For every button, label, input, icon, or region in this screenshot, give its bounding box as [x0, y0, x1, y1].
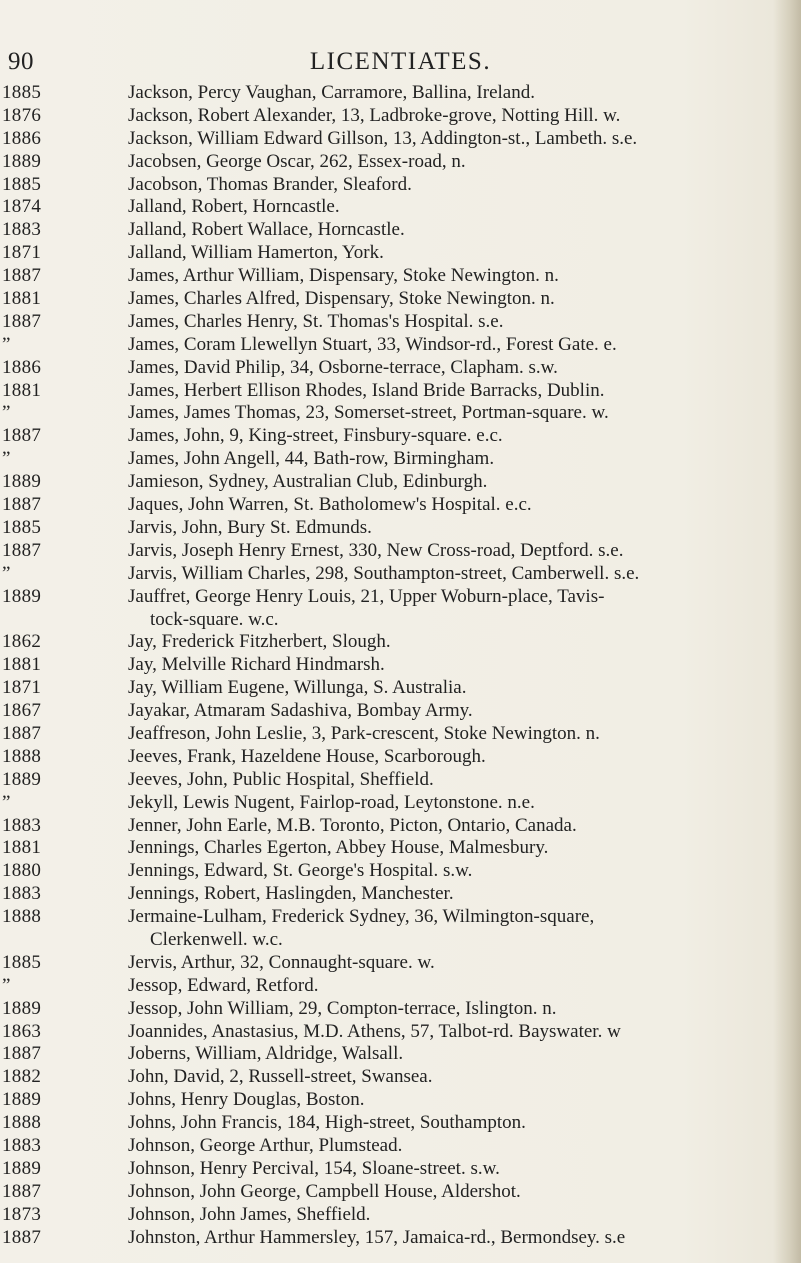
- register-entry: [0, 998, 801, 1021]
- register-entry: [0, 517, 801, 540]
- entry-line: Johnston, Arthur Hammersley, 157, Jamaica-rd., Bermondsey. s.e: [128, 1226, 626, 1248]
- entry-year: 1887: [2, 539, 42, 561]
- register-entry: [0, 494, 801, 517]
- entry-year: 1889: [2, 471, 42, 493]
- register-entry: [0, 792, 801, 815]
- entry-text: [128, 1043, 771, 1066]
- register-entry: [0, 1112, 801, 1135]
- entry-line: Jarvis, Joseph Henry Ernest, 330, New Cross-road, Deptford. s.e.: [128, 539, 624, 561]
- entry-text: [128, 425, 771, 448]
- entry-text: [128, 1112, 771, 1135]
- entry-year: 1888: [2, 1112, 42, 1134]
- entry-line: Jacobson, Thomas Brander, Sleaford.: [128, 173, 412, 195]
- entry-line: Jackson, Percy Vaughan, Carramore, Ballina, Ireland.: [128, 82, 535, 103]
- register-entry: [0, 815, 801, 838]
- entry-year: 1885: [2, 951, 42, 973]
- entry-year: 1887: [2, 722, 42, 744]
- register-entry: [0, 174, 801, 197]
- entry-text: [128, 563, 771, 586]
- entry-text: [128, 860, 771, 883]
- entry-text: [128, 128, 771, 151]
- register-entry: [0, 952, 801, 975]
- entry-text: [128, 746, 771, 769]
- entry-text: [128, 1204, 771, 1227]
- register-entry: [0, 631, 801, 654]
- entry-year: 1883: [2, 814, 42, 836]
- entry-year: 1889: [2, 768, 42, 790]
- register-entry: [0, 1043, 801, 1066]
- register-entry: [0, 311, 801, 334]
- register-entry: [0, 723, 801, 746]
- entry-line: Jennings, Robert, Haslingden, Manchester.: [128, 883, 454, 905]
- entry-line: Jayakar, Atmaram Sadashiva, Bombay Army.: [128, 700, 473, 722]
- entry-year: 1887: [2, 310, 42, 332]
- entry-line: Jessop, John William, 29, Compton-terrace, Islington. n.: [128, 997, 557, 1019]
- entry-text: [128, 174, 771, 197]
- entry-line: John, David, 2, Russell-street, Swansea.: [128, 1066, 433, 1088]
- entry-text: [128, 677, 771, 700]
- register-entry: [0, 196, 801, 219]
- entry-year: 1871: [2, 677, 42, 699]
- entry-text: [128, 769, 771, 792]
- entry-line: Jarvis, William Charles, 298, Southampton-street, Camberwell. s.e.: [128, 562, 640, 584]
- entry-line: Jeeves, Frank, Hazeldene House, Scarborough.: [128, 745, 486, 767]
- entry-text: [128, 906, 771, 952]
- entry-text: [128, 334, 771, 357]
- entry-line: James, Coram Llewellyn Stuart, 33, Windsor-rd., Forest Gate. e.: [128, 333, 617, 355]
- entry-year: 1887: [2, 494, 42, 516]
- entry-year: 1883: [2, 883, 42, 905]
- entry-line: Johnson, John George, Campbell House, Aldershot.: [128, 1180, 521, 1202]
- entry-text: [128, 402, 771, 425]
- entry-text: [128, 792, 771, 815]
- entry-line: James, John Angell, 44, Bath-row, Birmingham.: [128, 448, 495, 470]
- entry-year: 1887: [2, 1180, 42, 1202]
- entry-line: Jay, Frederick Fitzherbert, Slough.: [128, 631, 391, 653]
- register-entry: [0, 540, 801, 563]
- entry-text: [128, 288, 771, 311]
- entry-year: 1880: [2, 860, 42, 882]
- entry-line: James, Charles Alfred, Dispensary, Stoke Newington. n.: [128, 288, 555, 310]
- entry-year: 1862: [2, 631, 42, 653]
- page-edge-shadow: [773, 0, 801, 1263]
- register-entry: [0, 1066, 801, 1089]
- entry-year: 1876: [2, 104, 42, 126]
- entry-line: Jarvis, John, Bury St. Edmunds.: [128, 516, 372, 538]
- register-entry: [0, 769, 801, 792]
- entry-text: [128, 448, 771, 471]
- entry-text: [128, 815, 771, 838]
- entry-text: [128, 883, 771, 906]
- entry-year: 1889: [2, 1089, 42, 1111]
- entry-line: Jackson, Robert Alexander, 13, Ladbroke-grove, Notting Hill. w.: [128, 104, 621, 126]
- entry-year: 1887: [2, 425, 42, 447]
- entry-text: [128, 1021, 771, 1044]
- entry-year: 1889: [2, 1157, 42, 1179]
- register-entry: [0, 357, 801, 380]
- register-entry: [0, 906, 801, 952]
- entry-year: 1888: [2, 745, 42, 767]
- entry-line: Jaques, John Warren, St. Batholomew's Hospital. e.c.: [128, 494, 532, 516]
- entry-text: [128, 219, 771, 242]
- running-head: LICENTIATES.: [309, 48, 492, 75]
- entry-text: [128, 723, 771, 746]
- entry-line: Jennings, Charles Egerton, Abbey House, Malmesbury.: [128, 837, 549, 859]
- register-entry: [0, 105, 801, 128]
- register-entry: [0, 402, 801, 425]
- entry-text: [128, 631, 771, 654]
- entry-line: James, Herbert Ellison Rhodes, Island Bride Barracks, Dublin.: [128, 379, 605, 401]
- register-entry: [0, 380, 801, 403]
- entry-year: 1881: [2, 837, 42, 859]
- entry-year: 1889: [2, 997, 42, 1019]
- entry-text: [128, 265, 771, 288]
- entry-year: 1886: [2, 356, 42, 378]
- entry-text: [128, 1227, 771, 1250]
- entry-year: 1871: [2, 242, 42, 264]
- entry-text: [128, 380, 771, 403]
- register-entry: [0, 677, 801, 700]
- entry-line: Jennings, Edward, St. George's Hospital. s.w.: [128, 860, 473, 882]
- entry-year: 1889: [2, 150, 42, 172]
- entry-line: James, John, 9, King-street, Finsbury-square. e.c.: [128, 425, 503, 447]
- entry-text: [128, 82, 771, 105]
- entry-year: 1887: [2, 1043, 42, 1065]
- entry-line: Jamieson, Sydney, Australian Club, Edinburgh.: [128, 471, 488, 493]
- entry-year: ”: [2, 448, 11, 470]
- entry-line: Johnson, George Arthur, Plumstead.: [128, 1135, 403, 1156]
- entry-text: [128, 837, 771, 860]
- entry-year: 1885: [2, 173, 42, 195]
- entry-text: [128, 586, 771, 632]
- entry-line: Jeeves, John, Public Hospital, Sheffield.: [128, 768, 434, 790]
- entry-text: [128, 357, 771, 380]
- register-entry: [0, 448, 801, 471]
- register-entry: [0, 151, 801, 174]
- entry-line: Jessop, Edward, Retford.: [128, 974, 319, 996]
- entry-year: 1888: [2, 906, 42, 928]
- entry-text: [128, 975, 771, 998]
- entry-line: Joberns, William, Aldridge, Walsall.: [128, 1043, 404, 1065]
- register-entry: [0, 883, 801, 906]
- register-entry: [0, 1181, 801, 1204]
- entry-year: 1886: [2, 127, 42, 149]
- entry-text: [128, 1158, 771, 1181]
- register-entry: [0, 265, 801, 288]
- register-entry: [0, 700, 801, 723]
- entry-text: [128, 1135, 771, 1158]
- register-entry: [0, 586, 801, 632]
- entry-text: [128, 471, 771, 494]
- page-number: 90: [8, 48, 34, 75]
- register-entry: [0, 654, 801, 677]
- entry-text: [128, 196, 771, 219]
- register-entry: [0, 1204, 801, 1227]
- entry-year: 1874: [2, 196, 42, 218]
- entry-line: Jenner, John Earle, M.B. Toronto, Picton, Ontario, Canada.: [128, 814, 577, 836]
- entry-line: James, Charles Henry, St. Thomas's Hospital. s.e.: [128, 310, 504, 332]
- entry-text: [128, 1089, 771, 1112]
- entry-text: [128, 952, 771, 975]
- register-entry: [0, 975, 801, 998]
- entry-text: [128, 700, 771, 723]
- entry-line: Jalland, William Hamerton, York.: [128, 242, 384, 264]
- entry-year: 1881: [2, 379, 42, 401]
- entry-text: [128, 242, 771, 265]
- entry-year: 1881: [2, 654, 42, 676]
- entry-line: James, David Philip, 34, Osborne-terrace, Clapham. s.w.: [128, 356, 558, 378]
- entry-year: 1873: [2, 1203, 42, 1225]
- entry-line: Jekyll, Lewis Nugent, Fairlop-road, Leytonstone. n.e.: [128, 791, 535, 813]
- register-entry: [0, 471, 801, 494]
- entry-line: Jay, William Eugene, Willunga, S. Australia.: [128, 677, 467, 699]
- entry-line: Johns, John Francis, 184, High-street, Southampton.: [128, 1112, 526, 1134]
- entry-year: ”: [2, 333, 11, 355]
- entry-year: 1883: [2, 219, 42, 241]
- register-entry: [0, 1135, 801, 1158]
- register-entry: [0, 1158, 801, 1181]
- entry-continuation: Clerkenwell. w.c.: [150, 928, 283, 950]
- entry-year: 1867: [2, 700, 42, 722]
- entry-text: [128, 654, 771, 677]
- entry-year: 1887: [2, 1226, 42, 1248]
- entry-text: [128, 540, 771, 563]
- entry-year: 1882: [2, 1066, 42, 1088]
- register-entry: [0, 242, 801, 265]
- entry-line: Johnson, John James, Sheffield.: [128, 1203, 371, 1225]
- entry-line: James, James Thomas, 23, Somerset-street, Portman-square. w.: [128, 402, 609, 424]
- entry-line: Jermaine-Lulham, Frederick Sydney, 36, Wilmington-square,: [128, 906, 595, 928]
- entry-text: [128, 494, 771, 517]
- register-entry: [0, 288, 801, 311]
- register-entry: [0, 1021, 801, 1044]
- register-entry: [0, 1089, 801, 1112]
- entry-year: 1889: [2, 585, 42, 607]
- entry-text: [128, 105, 771, 128]
- register-entry: [0, 334, 801, 357]
- entry-line: Jacobsen, George Oscar, 262, Essex-road, n.: [128, 150, 466, 172]
- entry-year: 1885: [2, 516, 42, 538]
- entry-line: Jackson, William Edward Gillson, 13, Addington-st., Lambeth. s.e.: [128, 127, 638, 149]
- entry-continuation: tock-square. w.c.: [150, 608, 279, 630]
- entry-line: Jervis, Arthur, 32, Connaught-square. w.: [128, 951, 435, 973]
- entry-year: ”: [2, 974, 11, 996]
- entry-year: ”: [2, 402, 11, 424]
- entry-line: Johnson, Henry Percival, 154, Sloane-street. s.w.: [128, 1157, 500, 1179]
- register-entry: [0, 82, 801, 105]
- entry-year: ”: [2, 562, 11, 584]
- register-entry: [0, 860, 801, 883]
- entry-line: Jeaffreson, John Leslie, 3, Park-crescent, Stoke Newington. n.: [128, 722, 600, 744]
- entry-line: Jalland, Robert Wallace, Horncastle.: [128, 219, 405, 241]
- entry-line: Joannides, Anastasius, M.D. Athens, 57, Talbot-rd. Bayswater. w: [128, 1020, 621, 1042]
- entry-line: Jauffret, George Henry Louis, 21, Upper Woburn-place, Tavis-: [128, 585, 605, 607]
- entry-text: [128, 151, 771, 174]
- entry-year: 1885: [2, 82, 42, 103]
- entry-year: 1863: [2, 1020, 42, 1042]
- register-entry: [0, 1227, 801, 1250]
- register-entry: [0, 563, 801, 586]
- entry-line: Jay, Melville Richard Hindmarsh.: [128, 654, 385, 676]
- entry-year: 1883: [2, 1135, 42, 1156]
- entry-year: 1887: [2, 265, 42, 287]
- entry-text: [128, 517, 771, 540]
- register-entry: [0, 837, 801, 860]
- entry-text: [128, 311, 771, 334]
- entry-line: James, Arthur William, Dispensary, Stoke Newington. n.: [128, 265, 559, 287]
- entry-line: Jalland, Robert, Horncastle.: [128, 196, 340, 218]
- register-entry: [0, 128, 801, 151]
- entry-line: Johns, Henry Douglas, Boston.: [128, 1089, 365, 1111]
- register-entry: [0, 425, 801, 448]
- entry-year: ”: [2, 791, 11, 813]
- entry-text: [128, 1066, 771, 1089]
- entry-text: [128, 998, 771, 1021]
- entry-text: [128, 1181, 771, 1204]
- register-entries: [0, 82, 801, 1249]
- register-entry: [0, 219, 801, 242]
- register-entry: [0, 746, 801, 769]
- entry-year: 1881: [2, 288, 42, 310]
